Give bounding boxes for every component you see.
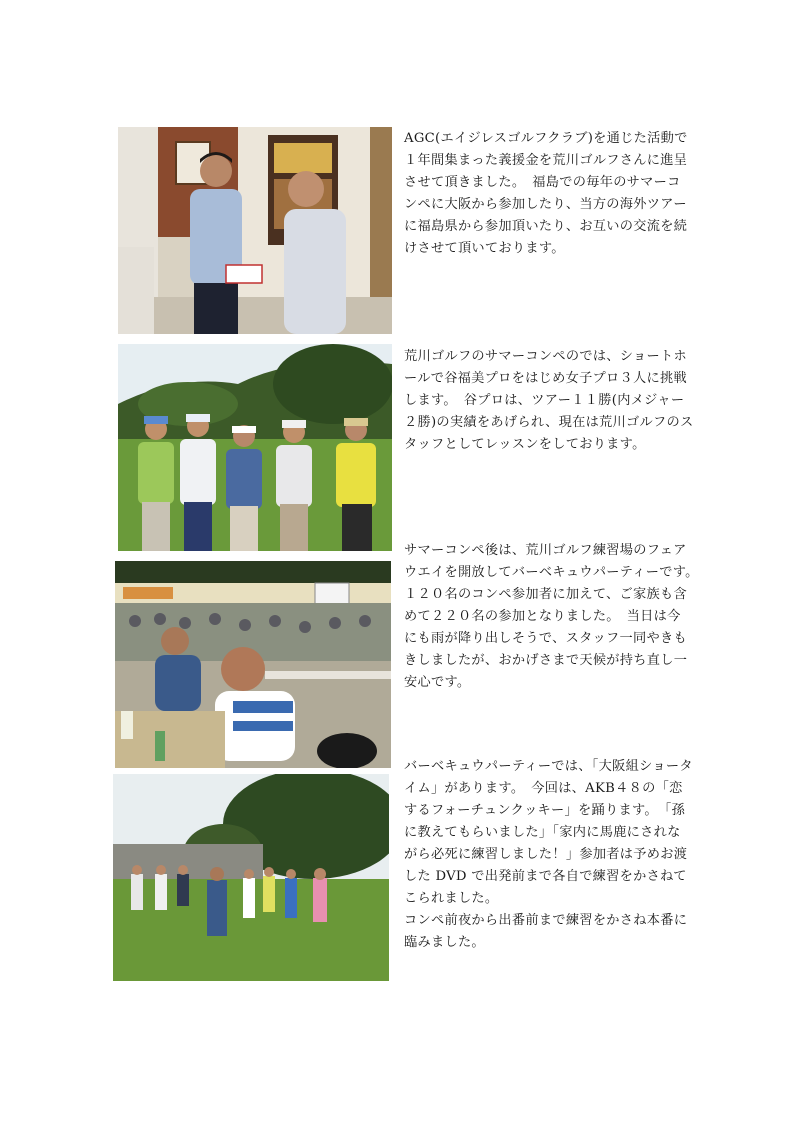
bbq-party-photo <box>115 561 391 768</box>
dance-show-photo-icon <box>113 774 389 981</box>
dance-show-photo <box>113 774 389 981</box>
bbq-party-paragraph: サマーコンペ後は、荒川ゴルフ練習場のフェアウエイを開放してバーベキュウパーティーです。 １２０名のコンペ参加者に加えて、ご家族も含めて２２０名の参加となりました。 当日は今にも雨が降り出しそうで、スタッフ一同やきもきしましたが、おかげさまで天候が持ち直し一安心です。 <box>404 543 706 690</box>
donation-photo-icon <box>118 127 392 334</box>
golf-group-paragraph: 荒川ゴルフのサマーコンペのでは、ショートホールで谷福美プロをはじめ女子プロ３人に挑戦します。 谷プロは、ツアー１１勝(内メジャー２勝)の実績をあげられ、現在は荒川ゴルフのスタッフとしてレッスンをしております。 <box>404 349 694 452</box>
bbq-party-photo-icon <box>115 561 391 768</box>
golf-group-text <box>404 346 694 456</box>
donation-text <box>404 128 694 260</box>
bbq-party-text <box>404 540 706 694</box>
dance-show-paragraph-1: バーベキュウパーティーでは、「大阪組ショータイム」があります。 今回は、AKB４８の「恋するフォーチュンクッキー」を踊ります。 「孫に教えてもらいました」「家内に馬鹿にされながら必死に練習しました！」参加者は予めお渡した DVD で出発前まで各自で練習をかさねてこられました。 <box>404 759 693 906</box>
donation-photo <box>118 127 392 334</box>
golf-group-photo <box>118 344 392 551</box>
dance-show-paragraph-2: コンペ前夜から出番前まで練習をかさね本番に臨みました。 <box>404 913 688 950</box>
dance-show-text <box>404 756 694 954</box>
donation-paragraph: AGC(エイジレスゴルフクラブ)を通じた活動で１年間集まった義援金を荒川ゴルフさんに進呈させて頂きました。 福島での毎年のサマーコンペに大阪から参加したり、当方の海外ツアーに福島県から参加頂いたり、お互いの交流を続けさせて頂いております。 <box>404 131 688 256</box>
golf-group-photo-icon <box>118 344 392 551</box>
